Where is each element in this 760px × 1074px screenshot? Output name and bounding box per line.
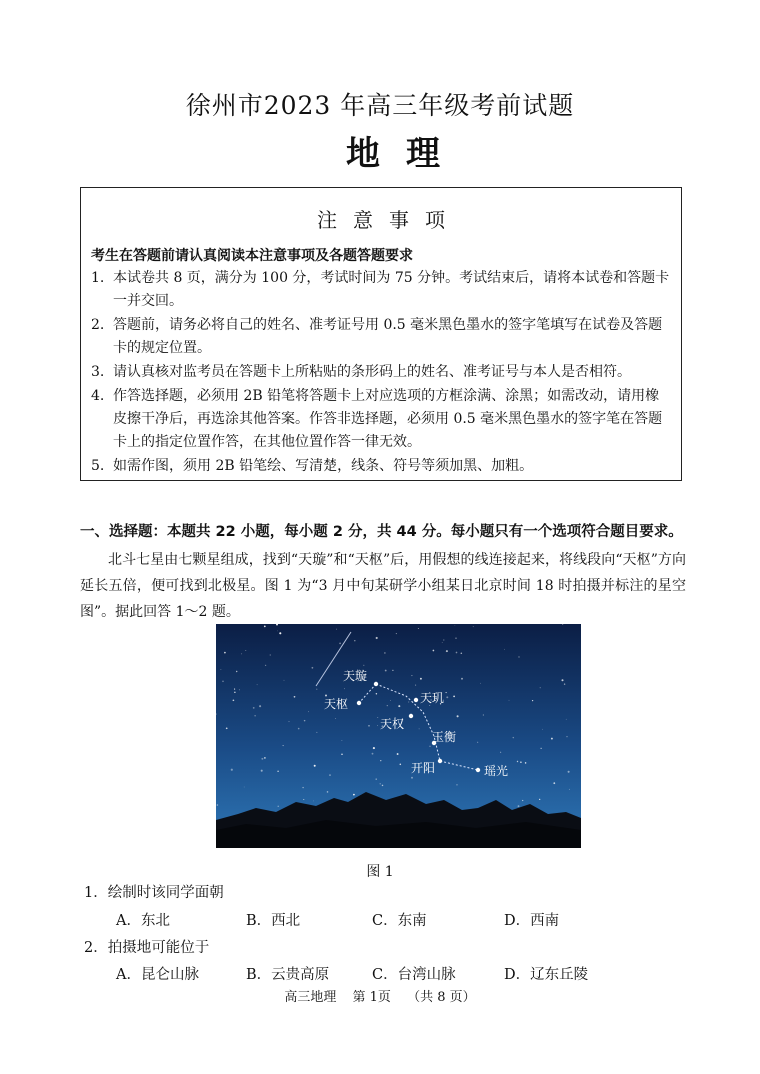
background-star bbox=[461, 678, 463, 680]
background-star bbox=[382, 785, 384, 787]
background-star bbox=[363, 665, 364, 666]
footer-total: （共 8 页） bbox=[407, 990, 476, 1005]
background-star bbox=[354, 640, 355, 641]
background-star bbox=[566, 736, 567, 737]
background-star bbox=[222, 681, 224, 683]
dipper-star-tianji bbox=[414, 698, 418, 702]
background-star bbox=[316, 689, 317, 690]
background-star bbox=[392, 670, 393, 671]
background-star bbox=[420, 678, 422, 680]
background-star bbox=[241, 654, 242, 655]
background-star bbox=[518, 656, 519, 657]
notice-item bbox=[91, 361, 673, 384]
background-star bbox=[429, 746, 430, 747]
background-star bbox=[283, 745, 284, 746]
background-star bbox=[239, 689, 240, 690]
background-star bbox=[564, 683, 565, 684]
star-map-figure bbox=[216, 624, 581, 848]
background-star bbox=[294, 696, 296, 698]
label-tianquan: 天权 bbox=[380, 717, 405, 731]
background-star bbox=[390, 700, 391, 701]
background-star bbox=[525, 762, 527, 764]
background-star bbox=[509, 700, 510, 701]
notice-item-number: 1. bbox=[91, 270, 105, 286]
background-star bbox=[339, 643, 341, 645]
notice-item-number: 3. bbox=[91, 364, 105, 380]
background-star bbox=[541, 748, 542, 749]
background-star bbox=[221, 669, 222, 670]
label-tianxuan: 天璇 bbox=[343, 669, 368, 683]
background-star bbox=[279, 632, 281, 634]
notice-item-text: 答题前，请务必将自己的姓名、准考证号用 0.5 毫米黑色墨水的签字笔填写在试卷及答题卡的规定位置。 bbox=[113, 317, 663, 356]
question-1-stem: 1．绘制时该同学面朝 bbox=[84, 885, 224, 901]
background-star bbox=[313, 801, 314, 802]
option-c: C．东南 bbox=[372, 913, 427, 929]
background-star bbox=[457, 715, 459, 717]
footer-subject: 高三地理 bbox=[284, 990, 337, 1005]
background-star bbox=[520, 761, 522, 763]
background-star bbox=[373, 747, 375, 749]
background-star bbox=[308, 711, 309, 712]
background-star bbox=[461, 652, 463, 654]
option-b: B．西北 bbox=[246, 913, 301, 929]
background-star bbox=[477, 742, 478, 743]
background-star bbox=[568, 771, 570, 773]
label-kaiyang: 开阳 bbox=[411, 761, 436, 775]
background-star bbox=[344, 688, 345, 689]
background-star bbox=[455, 625, 456, 626]
label-tianshu: 天枢 bbox=[324, 697, 349, 711]
notice-item-number: 2. bbox=[91, 317, 105, 333]
option-a: A．昆仑山脉 bbox=[116, 967, 199, 983]
background-star bbox=[566, 719, 567, 720]
question-2-stem: 2．拍摄地可能位于 bbox=[84, 940, 210, 956]
background-star bbox=[473, 626, 474, 627]
background-star bbox=[418, 628, 419, 629]
background-star bbox=[443, 639, 444, 640]
section-heading: 一、选择题：本题共 22 小题，每小题 2 分，共 44 分。每小题只有一个选项符合题目要求。 bbox=[80, 524, 683, 540]
notice-item-number: 5. bbox=[91, 458, 105, 474]
notice-item-text: 如需作图，须用 2B 铅笔绘、写清楚，线条、符号等须加黑、加粗。 bbox=[113, 458, 534, 474]
notice-item bbox=[91, 267, 673, 313]
background-star bbox=[336, 629, 337, 630]
background-star bbox=[226, 727, 228, 729]
dipper-star-tianshu bbox=[357, 701, 361, 705]
background-star bbox=[236, 671, 237, 672]
background-star bbox=[342, 740, 343, 741]
background-star bbox=[314, 765, 316, 767]
background-star bbox=[254, 715, 255, 716]
background-star bbox=[277, 631, 278, 632]
star-map-image bbox=[216, 624, 581, 848]
background-star bbox=[553, 782, 555, 784]
background-star bbox=[312, 667, 314, 669]
label-tianji: 天玑 bbox=[420, 691, 445, 705]
background-star bbox=[446, 650, 448, 652]
background-star bbox=[540, 687, 541, 688]
notice-list bbox=[81, 267, 681, 478]
background-star bbox=[569, 789, 570, 790]
background-star bbox=[288, 721, 289, 722]
background-star bbox=[233, 699, 235, 701]
background-star bbox=[411, 777, 413, 779]
option-d: D．辽东丘陵 bbox=[504, 967, 589, 983]
background-star bbox=[455, 638, 456, 639]
background-star bbox=[303, 799, 304, 800]
background-star bbox=[224, 652, 226, 654]
background-star bbox=[335, 718, 336, 719]
background-star bbox=[353, 794, 355, 796]
background-star bbox=[380, 760, 381, 761]
background-star bbox=[302, 787, 303, 788]
notice-item bbox=[91, 385, 673, 454]
background-star bbox=[231, 769, 233, 771]
background-star bbox=[261, 758, 263, 760]
background-star bbox=[377, 717, 378, 718]
background-star bbox=[542, 729, 543, 730]
background-star bbox=[446, 696, 448, 698]
background-star bbox=[400, 764, 402, 766]
background-star bbox=[408, 702, 409, 703]
option-a: A．东北 bbox=[116, 913, 170, 929]
background-star bbox=[277, 771, 279, 773]
background-star bbox=[456, 652, 458, 654]
background-star bbox=[522, 800, 523, 801]
background-star bbox=[518, 805, 520, 807]
background-star bbox=[264, 757, 266, 759]
background-star bbox=[411, 675, 412, 676]
background-star bbox=[480, 683, 481, 684]
background-star bbox=[396, 633, 397, 634]
label-yaoguang: 瑶光 bbox=[484, 764, 509, 778]
background-star bbox=[298, 728, 300, 730]
background-star bbox=[372, 753, 374, 755]
background-star bbox=[380, 783, 381, 784]
background-star bbox=[257, 684, 258, 685]
background-star bbox=[327, 791, 329, 793]
option-b: B．云贵高原 bbox=[246, 967, 330, 983]
background-star bbox=[244, 787, 245, 788]
background-star bbox=[457, 784, 458, 785]
background-star bbox=[270, 654, 271, 655]
dipper-star-tianxuan bbox=[374, 682, 378, 686]
background-star bbox=[398, 705, 400, 707]
notice-intro: 考生在答题前请认真阅读本注意事项及各题答题要求 bbox=[91, 248, 413, 264]
background-star bbox=[429, 705, 430, 706]
background-star bbox=[442, 642, 443, 643]
notice-box bbox=[80, 187, 682, 481]
background-star bbox=[265, 665, 266, 666]
dipper-star-yaoguang bbox=[476, 768, 480, 772]
background-star bbox=[304, 720, 306, 722]
notice-item-text: 请认真核对监考员在答题卡上所粘贴的条形码上的姓名、准考证号与本人是否相符。 bbox=[113, 364, 631, 380]
background-star bbox=[278, 806, 279, 807]
background-star bbox=[415, 685, 416, 686]
notice-item-number: 4. bbox=[91, 388, 105, 404]
dipper-star-kaiyang bbox=[438, 759, 442, 763]
background-star bbox=[453, 696, 455, 698]
background-star bbox=[234, 689, 235, 690]
background-star bbox=[539, 799, 540, 800]
question-intro: 北斗七星由七颗星组成，找到“天璇”和“天枢”后，用假想的线连接起来，将线段向“天枢”方向延长五倍，便可找到北极星。图 1 为“3 月中旬某研学小组某日北京时间 18 时拍摄并标注的星空图”。据此回答 1～2 题。 bbox=[80, 552, 686, 620]
background-star bbox=[561, 679, 563, 681]
dipper-star-tianquan bbox=[409, 714, 413, 718]
notice-item-text: 作答选择题，必须用 2B 铅笔将答题卡上对应选项的方框涂满、涂黑；如需改动，请用橡皮擦干净后，再选涂其他答案。作答非选择题，必须用 0.5 毫米黑色墨水的签字笔在答题卡上的指定位置作答，在其他位置作答一律无效。 bbox=[113, 388, 663, 450]
background-star bbox=[284, 680, 285, 681]
background-star bbox=[532, 700, 533, 701]
background-star bbox=[419, 729, 420, 730]
figure-caption: 图 1 bbox=[366, 864, 394, 880]
footer-page: 第 1页 bbox=[352, 990, 391, 1005]
background-star bbox=[341, 753, 343, 755]
background-star bbox=[316, 732, 317, 733]
background-star bbox=[446, 692, 447, 693]
background-star bbox=[245, 650, 246, 651]
background-star bbox=[385, 670, 387, 672]
background-star bbox=[253, 707, 255, 709]
notice-item bbox=[91, 314, 673, 360]
background-star bbox=[504, 649, 505, 650]
notice-item bbox=[91, 455, 673, 478]
notice-item-text: 本试卷共 8 页，满分为 100 分，考试时间为 75 分钟。考试结束后，请将本试卷和答题卡一并交回。 bbox=[113, 270, 670, 309]
background-star bbox=[329, 774, 330, 775]
background-star bbox=[234, 692, 235, 693]
background-star bbox=[376, 637, 378, 639]
background-star bbox=[264, 626, 266, 628]
option-c: C．台湾山脉 bbox=[372, 967, 456, 983]
background-star bbox=[376, 778, 377, 779]
background-star bbox=[500, 752, 501, 753]
background-star bbox=[397, 753, 399, 755]
background-star bbox=[377, 725, 378, 726]
page-footer bbox=[0, 986, 760, 1005]
subject-title: 地理 bbox=[346, 134, 466, 174]
background-star bbox=[384, 652, 385, 653]
background-star bbox=[261, 770, 263, 772]
background-star bbox=[513, 737, 514, 738]
option-d: D．西南 bbox=[504, 913, 560, 929]
background-star bbox=[376, 693, 377, 694]
notice-title: 注意事项 bbox=[317, 208, 461, 232]
background-star bbox=[517, 761, 518, 762]
background-star bbox=[433, 650, 435, 652]
background-star bbox=[483, 715, 484, 716]
background-star bbox=[387, 705, 388, 706]
label-yuheng: 玉衡 bbox=[432, 730, 457, 744]
background-star bbox=[551, 738, 553, 740]
background-star bbox=[217, 804, 219, 806]
background-star bbox=[368, 725, 370, 727]
background-star bbox=[259, 705, 261, 707]
exam-title: 徐州市2023 年高三年级考前试题 bbox=[185, 91, 575, 120]
